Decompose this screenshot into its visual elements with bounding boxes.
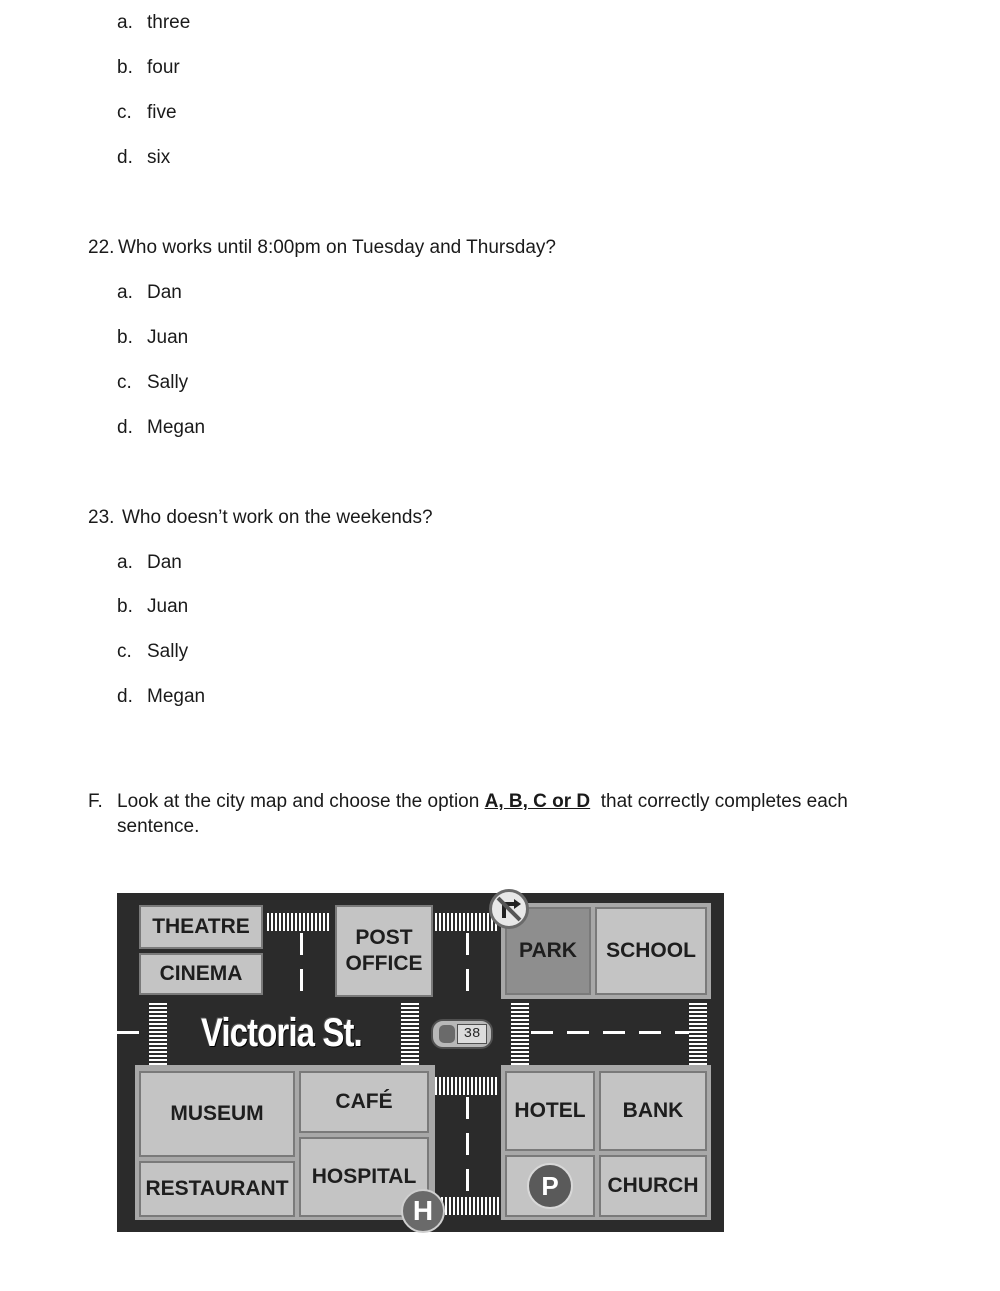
q23-question: Who doesn’t work on the weekends? xyxy=(122,507,433,528)
section-f-line1 xyxy=(117,791,848,813)
building-park: PARK xyxy=(505,907,591,995)
q22-option-c: Sally xyxy=(147,372,189,393)
building-school: SCHOOL xyxy=(595,907,707,995)
q23-option-a: Dan xyxy=(147,552,182,573)
q21-option-b: four xyxy=(147,57,180,78)
q22-number: 22. xyxy=(88,237,115,258)
q21-option-b-letter: b. xyxy=(117,57,133,78)
section-f-text-before: Look at the city map and choose the option xyxy=(117,791,480,812)
q22-option-a: Dan xyxy=(147,282,182,303)
q23-option-c: Sally xyxy=(147,641,189,662)
crosswalk xyxy=(511,1001,529,1065)
q23-option-d: Megan xyxy=(147,686,206,707)
q22-option-b: Juan xyxy=(147,327,189,348)
post-office-line2: OFFICE xyxy=(345,952,423,975)
crosswalk xyxy=(435,1077,499,1095)
q22-option-b-letter: b. xyxy=(117,327,133,348)
q23-number: 23. xyxy=(88,507,115,528)
parking-lot xyxy=(505,1155,595,1217)
building-hospital: HOSPITAL xyxy=(299,1137,429,1217)
building-theatre: THEATRE xyxy=(139,905,263,949)
crosswalk xyxy=(441,1197,499,1215)
q22-question: Who works until 8:00pm on Tuesday and Thursday? xyxy=(118,237,556,258)
lane-marking xyxy=(300,933,303,999)
hospital-sign: H xyxy=(401,1189,445,1233)
q21-option-c: five xyxy=(147,102,177,123)
q23-option-d-letter: d. xyxy=(117,686,133,707)
city-map xyxy=(117,893,724,1232)
building-restaurant: RESTAURANT xyxy=(139,1161,295,1217)
q22-option-c-letter: c. xyxy=(117,372,132,393)
q21-option-c-letter: c. xyxy=(117,102,132,123)
q22-option-a-letter: a. xyxy=(117,282,133,303)
no-turn-sign-icon xyxy=(489,889,529,929)
q21-option-a: three xyxy=(147,12,191,33)
q23-option-b: Juan xyxy=(147,596,189,617)
lane-marking xyxy=(466,933,469,999)
building-church: CHURCH xyxy=(599,1155,707,1217)
section-f-emphasis: A, B, C or D xyxy=(484,791,591,812)
q21-option-a-letter: a. xyxy=(117,12,133,33)
crosswalk xyxy=(689,1001,707,1065)
building-cafe: CAFÉ xyxy=(299,1071,429,1133)
lane-marking xyxy=(531,1031,689,1034)
q22-option-d-letter: d. xyxy=(117,417,133,438)
bus-icon xyxy=(431,1019,493,1049)
section-f-text-after: that correctly completes each xyxy=(600,791,848,812)
q23-option-a-letter: a. xyxy=(117,552,133,573)
lane-marking xyxy=(466,1097,469,1193)
building-museum: MUSEUM xyxy=(139,1071,295,1157)
crosswalk xyxy=(401,1001,419,1065)
q23-option-b-letter: b. xyxy=(117,596,133,617)
section-f-letter: F. xyxy=(88,791,103,812)
crosswalk xyxy=(267,913,331,931)
building-cinema: CINEMA xyxy=(139,953,263,995)
crosswalk xyxy=(149,1001,167,1065)
q21-option-d: six xyxy=(147,147,171,168)
section-f-line2: sentence. xyxy=(117,816,200,837)
parking-sign: P xyxy=(527,1163,573,1209)
street-name: Victoria St. xyxy=(201,1011,362,1055)
building-bank: BANK xyxy=(599,1071,707,1151)
building-hotel: HOTEL xyxy=(505,1071,595,1151)
bus-windshield xyxy=(439,1025,455,1043)
lane-marking xyxy=(117,1031,149,1034)
q23-option-c-letter: c. xyxy=(117,641,132,662)
q22-option-d: Megan xyxy=(147,417,206,438)
building-post-office xyxy=(335,905,433,997)
post-office-line1: POST xyxy=(355,926,413,949)
bus-number: 38 xyxy=(457,1024,487,1044)
q21-option-d-letter: d. xyxy=(117,147,133,168)
